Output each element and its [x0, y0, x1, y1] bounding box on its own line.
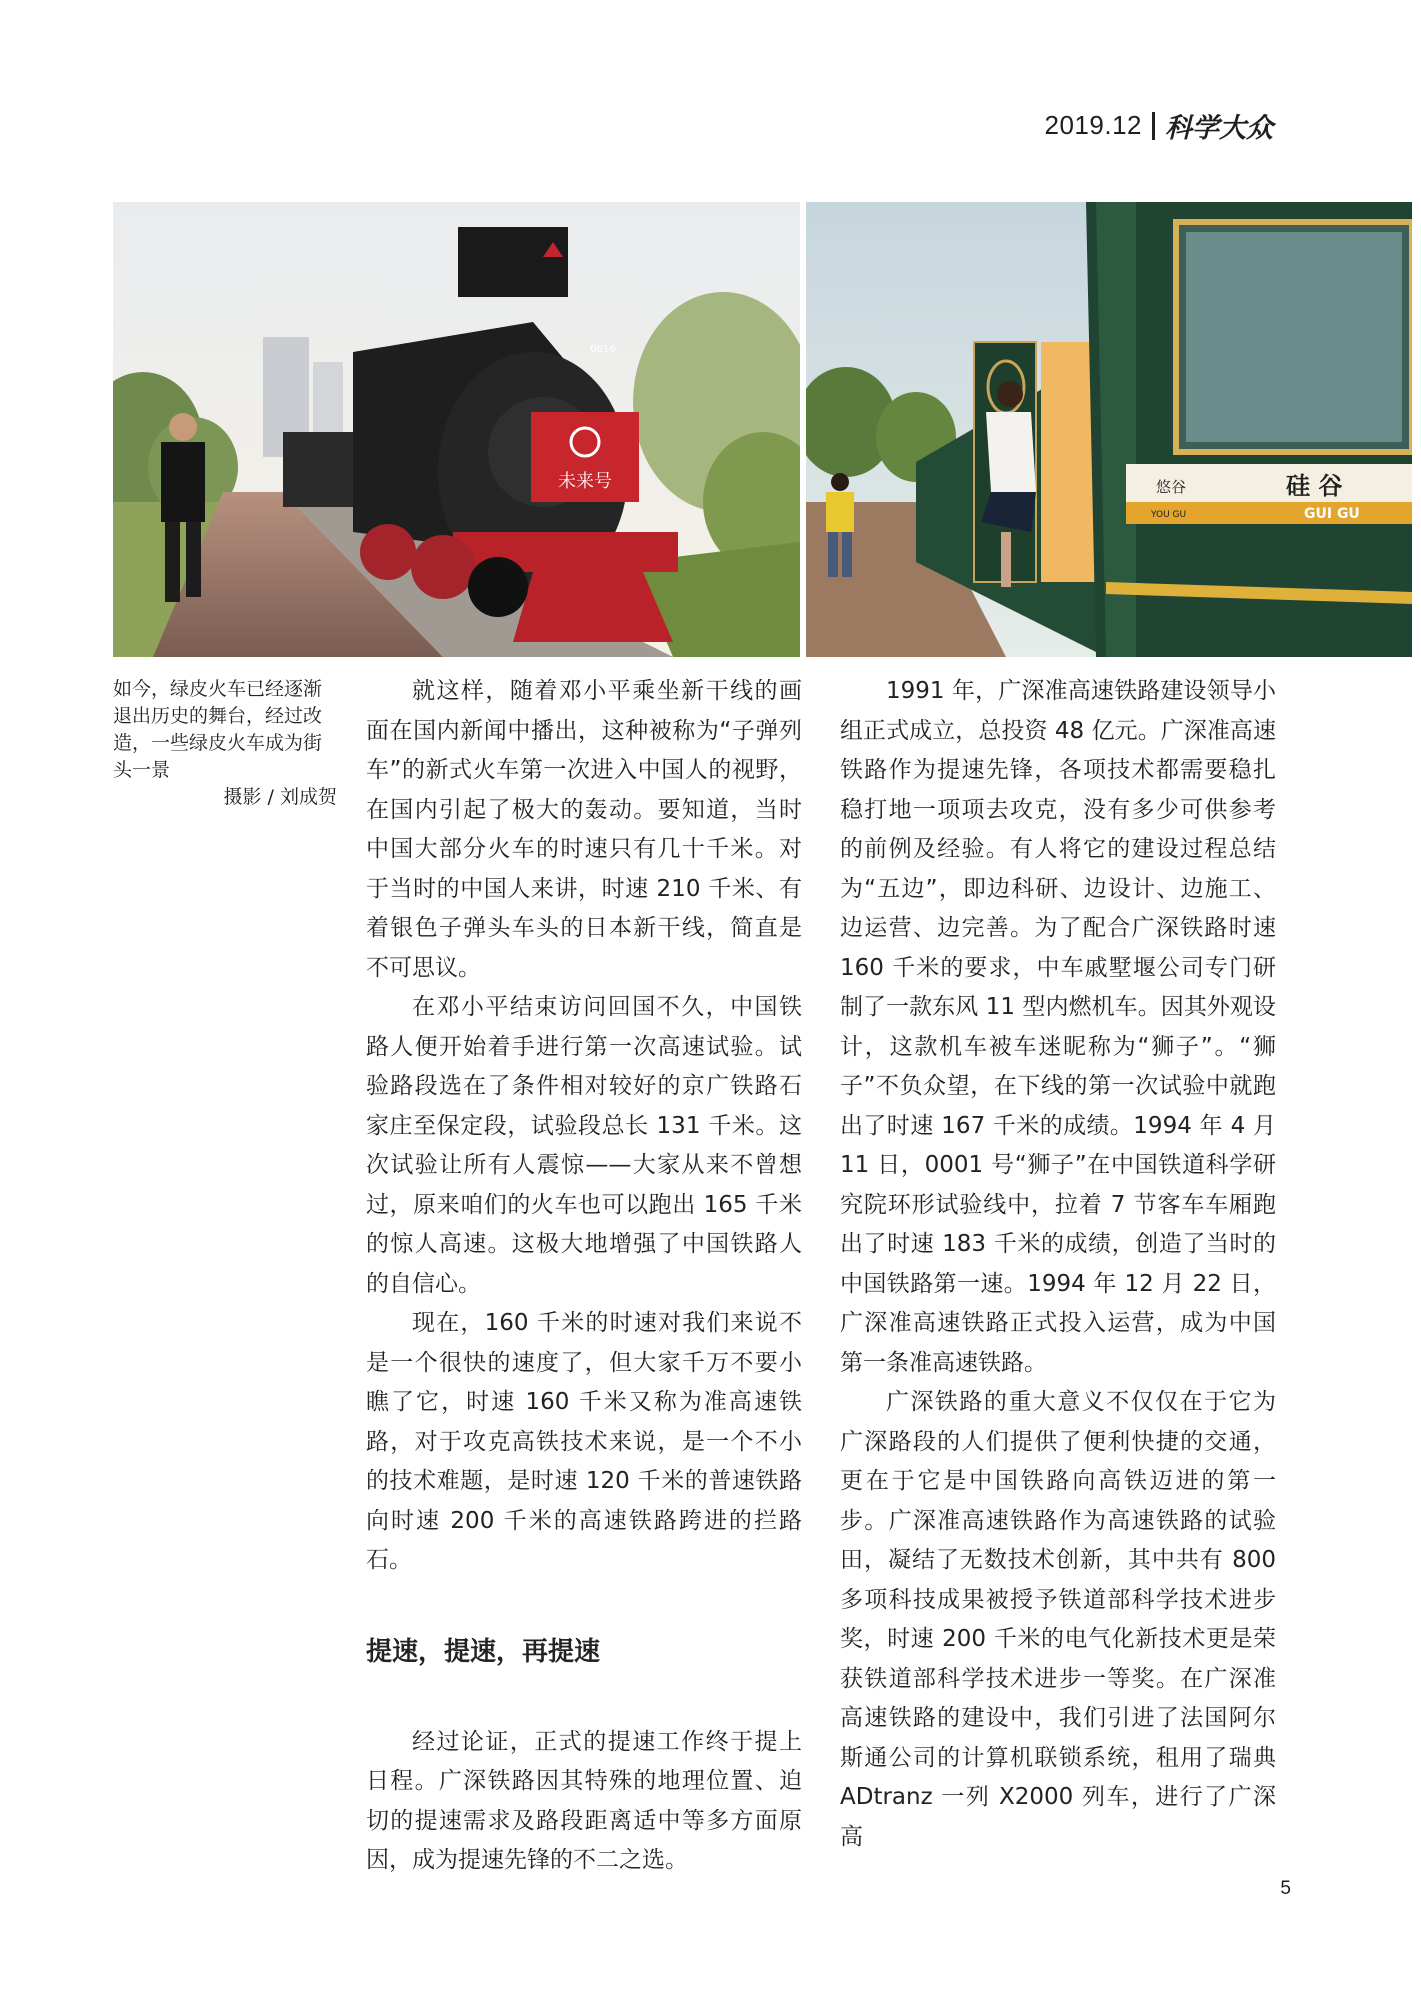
- paragraph: 经过论证，正式的提速工作终于提上日程。广深铁路因其特殊的地理位置、迫切的提速需求及路段距离适中等多方面原因，成为提速先锋的不二之选。: [366, 1728, 802, 1873]
- steam-locomotive-photo: [113, 202, 800, 657]
- paragraph: 广深铁路的重大意义不仅仅在于它为广深路段的人们提供了便利快捷的交通，更在于它是中国铁路向高铁迈进的第一步。广深准高速铁路作为高速铁路的试验田，凝结了无数技术创新，其中共有 800 多项科技成果被授予铁道部科学技术进步奖，时速 200 千米的电气化新技术更是荣获铁道部科学技术进步一等奖。在广深准高速铁路的建设中，我们引进了法国阿尔斯通公司的计算机联锁系统，租用了瑞典 ADtranz 一列 X2000 列车，进行了广深高: [840, 1389, 1276, 1850]
- running-header: [1045, 106, 1273, 145]
- paragraph: 现在，160 千米的时速对我们来说不是一个很快的速度了，但大家千万不要小瞧了它，时速 160 千米又称为准高速铁路，对于攻克高铁技术来说，是一个不小的技术难题，是时速 120 千米的普速铁路向时速 200 千米的高速铁路跨进的拦路石。: [366, 1310, 802, 1573]
- photo-caption: [113, 676, 337, 811]
- sign-large-text: 硅 谷: [1286, 472, 1343, 500]
- section-heading: 提速，提速，再提速: [366, 1636, 601, 1667]
- photo-credit: 摄影 / 刘成贺: [223, 786, 337, 808]
- sign-large-en: GUI GU: [1304, 506, 1360, 522]
- paragraph: 在邓小平结束访问回国不久，中国铁路人便开始着手进行第一次高速试验。试验路段选在了条件相对较好的京广铁路石家庄至保定段，试验段总长 131 千米。这次试验让所有人震惊——大家从来不曾想过，原来咱们的火车也可以跑出 165 千米的惊人高速。这极大地增强了中国铁路人的自信心。: [366, 994, 802, 1297]
- locomotive-plate: 未来号: [558, 471, 612, 492]
- header-divider: [1152, 112, 1155, 140]
- paragraph: 就这样，随着邓小平乘坐新干线的画面在国内新闻中播出，这种被称为“子弹列车”的新式火车第一次进入中国人的视野，在国内引起了极大的轰动。要知道，当时中国大部分火车的时速只有几十千米。对于当时的中国人来讲，时速 210 千米、有着银色子弹头车头的日本新干线，简直是不可思议。: [366, 678, 802, 981]
- sign-small-text: 悠谷: [1156, 478, 1187, 496]
- article-column-middle: [366, 672, 802, 1881]
- sign-small-en: YOU GU: [1151, 510, 1187, 520]
- issue-date: 2019.12: [1044, 110, 1142, 140]
- green-train-photo: [806, 202, 1412, 657]
- engine-number: 0016: [590, 344, 616, 355]
- paragraph: 1991 年，广深准高速铁路建设领导小组正式成立，总投资 48 亿元。广深准高速铁路作为提速先锋，各项技术都需要稳扎稳打地一项项去攻克，没有多少可供参考的前例及经验。有人将它的建设过程总结为“五边”，即边科研、边设计、边施工、边运营、边完善。为了配合广深铁路时速 160 千米的要求，中车戚墅堰公司专门研制了一款东风 11 型内燃机车。因其外观设计，这款机车被车迷昵称为“狮子”。“狮子”不负众望，在下线的第一次试验中就跑出了时速 167 千米的成绩。1994 年 4 月 11 日，0001 号“狮子”在中国铁道科学研究院环形试验线中，拉着 7 节客车车厢跑出了时速 183 千米的成绩，创造了当时的中国铁路第一速。1994 年 12 月 22 日，广深准高速铁路正式投入运营，成为中国第一条准高速铁路。: [840, 678, 1276, 1376]
- page-number: 5: [1280, 1878, 1291, 1899]
- article-column-right: [840, 672, 1276, 1857]
- magazine-logo: 科学大众: [1165, 113, 1273, 144]
- caption-text: 如今，绿皮火车已经逐渐退出历史的舞台，经过改造，一些绿皮火车成为街头一景: [113, 678, 323, 781]
